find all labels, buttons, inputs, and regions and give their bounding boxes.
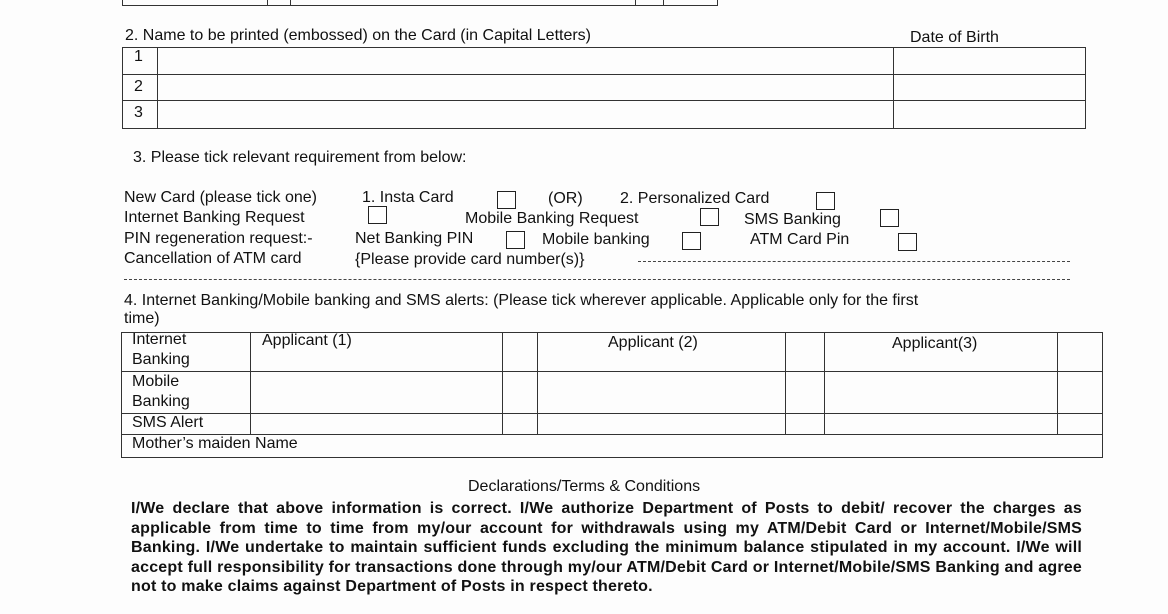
- name-table: [122, 47, 1086, 129]
- row-label-mothers-maiden-name: Mother’s maiden Name: [132, 435, 298, 452]
- dob-field-2[interactable]: [895, 75, 1083, 99]
- row-label-internet: Internet: [132, 331, 187, 348]
- name-field-2[interactable]: [159, 75, 891, 99]
- row-label-internet-2: Banking: [132, 351, 190, 368]
- internet-banking-tick-applicant-3[interactable]: [1058, 334, 1100, 370]
- pin-regeneration-label: PIN regeneration request:-: [124, 230, 313, 247]
- col-header-applicant-2: Applicant (2): [608, 334, 698, 351]
- mobile-banking-tick-applicant-1[interactable]: [503, 372, 536, 412]
- col-header-applicant-1: Applicant (1): [262, 332, 352, 349]
- sms-alert-tick-applicant-3[interactable]: [1058, 414, 1100, 433]
- dob-field-3[interactable]: [895, 101, 1083, 125]
- section2-heading: 2. Name to be printed (embossed) on the Card (in Capital Letters): [125, 27, 592, 44]
- personalized-card-checkbox[interactable]: [816, 192, 835, 210]
- sms-alert-tick-applicant-2[interactable]: [786, 414, 823, 433]
- mobile-banking-label: Mobile banking: [542, 231, 650, 248]
- insta-card-checkbox[interactable]: [497, 191, 516, 209]
- row-label-sms-alert: SMS Alert: [132, 414, 204, 431]
- declarations-title: Declarations/Terms & Conditions: [468, 478, 701, 495]
- internet-banking-request-label: Internet Banking Request: [124, 209, 305, 226]
- mobile-banking-checkbox[interactable]: [682, 232, 701, 250]
- net-banking-pin-label: Net Banking PIN: [355, 230, 474, 247]
- alerts-table: [121, 332, 1103, 458]
- or-label: (OR): [548, 190, 583, 207]
- atm-card-pin-checkbox[interactable]: [898, 233, 917, 251]
- sms-banking-checkbox[interactable]: [880, 209, 899, 227]
- mothers-maiden-name-field[interactable]: [332, 435, 1100, 455]
- section3-heading: 3. Please tick relevant requirement from below:: [133, 149, 467, 166]
- internet-banking-tick-applicant-2[interactable]: [786, 334, 823, 370]
- name-field-3[interactable]: [159, 101, 891, 125]
- dob-label: Date of Birth: [910, 29, 999, 46]
- row-label-mobile: Mobile: [132, 373, 180, 390]
- name-field-1[interactable]: [159, 49, 891, 73]
- col-header-applicant-3: Applicant(3): [892, 335, 978, 352]
- mobile-banking-tick-applicant-3[interactable]: [1058, 372, 1100, 412]
- sms-alert-tick-applicant-1[interactable]: [503, 414, 536, 433]
- sms-banking-label: SMS Banking: [744, 211, 841, 228]
- section4-heading-line1: 4. Internet Banking/Mobile banking and SMS alerts: (Please tick wherever applicable. Applicable only for the first: [124, 292, 919, 309]
- name-row-number: 2: [134, 78, 143, 95]
- internet-banking-request-checkbox[interactable]: [368, 206, 387, 224]
- net-banking-pin-checkbox[interactable]: [506, 231, 525, 249]
- name-row-number: 3: [134, 104, 143, 121]
- atm-card-pin-label: ATM Card Pin: [750, 231, 850, 248]
- row-label-mobile-2: Banking: [132, 393, 190, 410]
- internet-banking-tick-applicant-1[interactable]: [503, 334, 536, 370]
- new-card-label: New Card (please tick one): [124, 189, 317, 206]
- personalized-card-label: 2. Personalized Card: [620, 190, 770, 207]
- card-number-line-2[interactable]: [124, 279, 1070, 280]
- declarations-body: I/We declare that above information is correct. I/We authorize Department of Posts to debit/ recover the charges as applicable from time to time from my/our account for withdrawals using my ATM/Debit Card or Internet/Mobile/SMS Banking. I/We undertake to maintain sufficient funds excluding the minimum balance stipulated in my account. I/We will accept full responsibility for transactions done through my/our ATM/Debit Card or Internet/Mobile/SMS Banking and agree not to make claims against Department of Posts in respect thereto.: [131, 500, 1082, 595]
- dob-field-1[interactable]: [895, 49, 1083, 73]
- mobile-banking-request-checkbox[interactable]: [700, 208, 719, 226]
- cancellation-label: Cancellation of ATM card: [124, 250, 302, 267]
- section4-heading-line2: time): [124, 310, 160, 327]
- insta-card-label: 1. Insta Card: [362, 189, 454, 206]
- provide-card-numbers-label: {Please provide card number(s)}: [355, 251, 585, 268]
- mobile-banking-request-label: Mobile Banking Request: [465, 210, 639, 227]
- name-row-number: 1: [134, 48, 143, 65]
- top-table-fragment: [122, 0, 718, 6]
- card-number-line[interactable]: [638, 261, 1070, 262]
- mobile-banking-tick-applicant-2[interactable]: [786, 372, 823, 412]
